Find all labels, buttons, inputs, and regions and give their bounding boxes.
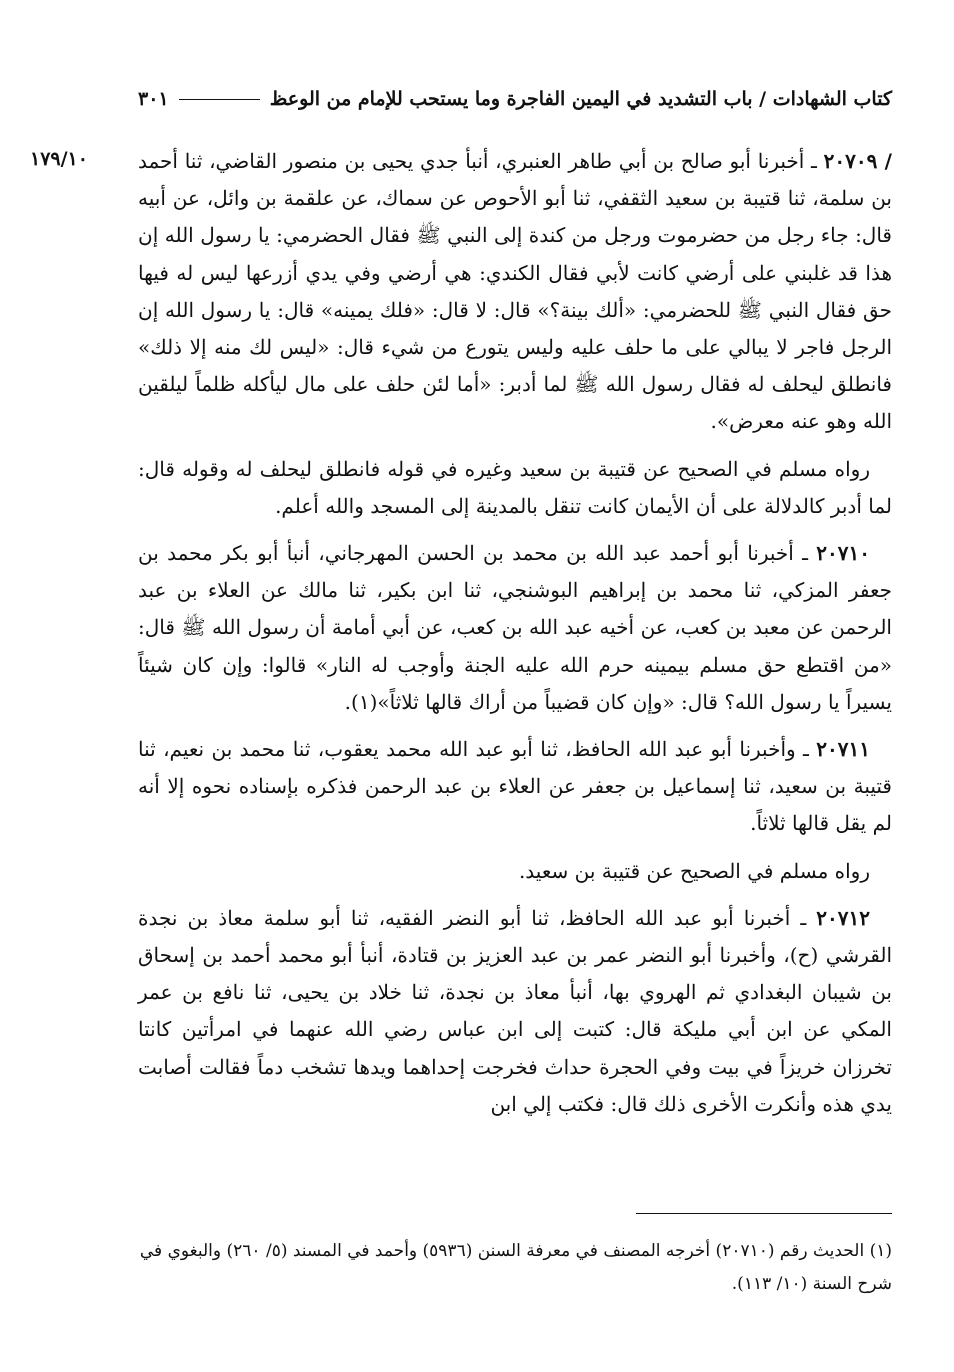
hadith-paragraph	[138, 731, 892, 843]
hadith-text: ـ أخبرنا أبو عبد الله الحافظ، ثنا أبو النضر الفقيه، ثنا أبو سلمة معاذ بن نجدة القرشي (ح)، وأخبرنا أبو النضر عمر بن عبد العزيز بن قتادة، أنبأ أبو محمد أحمد بن إسحاق بن شيبان البغدادي ثم الهروي بها، أنبأ معاذ بن نجدة، ثنا خلاد بن يحيى، ثنا نافع بن عمر المكي عن ابن أبي مليكة قال: كتبت إلى ابن عباس رضي الله عنهما في امرأتين كانتا تخرزان خريزاً في بيت وفي الحجرة حداث فخرجت إحداهما ويدها تشخب دماً فقالت أصابت يدي هذه وأنكرت الأخرى ذلك قال: فكتب إلي ابن	[138, 905, 893, 1116]
footnote: (١) الحديث رقم (٢٠٧١٠) أخرجه المصنف في معرفة السنن (٥٩٣٦) وأحمد في المسند (٥/ ٢٦٠) والبغوي في شرح السنة (١٠/ ١١٣).	[139, 1241, 892, 1294]
hadith-text: ـ أخبرنا أبو صالح بن أبي طاهر العنبري، أنبأ جدي يحيى بن منصور القاضي، ثنا أحمد بن سلمة، ثنا قتيبة بن سعيد الثقفي، ثنا أبو الأحوص عن سماك، عن علقمة بن وائل، عن أبيه قال: جاء رجل من حضرموت ورجل من كندة إلى النبي ﷺ فقال الحضرمي: يا رسول الله إن هذا قد غلبني على أرضي كانت لأبي فقال الكندي: هي أرضي وفي يدي أزرعها ليس له فيها حق فقال النبي ﷺ للحضرمي: «ألك بينة؟» قال: لا قال: «فلك يمينه» قال: يا رسول الله إن الرجل فاجر لا يبالي على ما حلف عليه وليس يتورع من شيء قال: «ليس لك منه إلا ذلك» فانطلق ليحلف له فقال رسول الله ﷺ لما أدبر: «أما لئن حلف على مال ليأكله ظلماً ليلقين الله وهو عنه معرض».	[138, 149, 892, 434]
commentary-paragraph	[138, 451, 892, 525]
hadith-number: ٢٠٧١٠	[816, 541, 871, 566]
commentary-text: رواه مسلم في الصحيح عن قتيبة بن سعيد وغيره في قوله فانطلق ليحلف له وقوله قال: لما أدبر كالدلالة على أن الأيمان كانت تنقل بالمدينة إلى المسجد والله أعلم.	[138, 456, 892, 518]
hadith-paragraph	[138, 535, 892, 721]
hadith-number: / ٢٠٧٠٩	[823, 149, 892, 173]
hadith-text: ـ أخبرنا أبو أحمد عبد الله بن محمد بن الحسن المهرجاني، أنبأ أبو بكر محمد بن جعفر المزكي، ثنا محمد بن إبراهيم البوشنجي، ثنا ابن بكير، ثنا مالك عن العلاء بن عبد الرحمن عن معبد بن كعب، عن أخيه عبد الله بن كعب، عن أبي أمامة أن رسول الله ﷺ قال: «من اقتطع حق مسلم بيمينه حرم الله عليه الجنة وأوجب له النار» قالوا: وإن كان شيئاً يسيراً يا رسول الله؟ قال: «وإن كان قضيباً من أراك قالها ثلاثاً»(١).	[138, 541, 892, 714]
running-header	[138, 84, 892, 114]
footnote-separator	[636, 1213, 892, 1214]
header-rule	[179, 99, 260, 100]
page-number: ٣٠١	[138, 88, 169, 110]
commentary-text: رواه مسلم في الصحيح عن قتيبة بن سعيد.	[518, 858, 870, 883]
hadith-text: ـ وأخبرنا أبو عبد الله الحافظ، ثنا أبو عبد الله محمد يعقوب، ثنا محمد بن نعيم، ثنا قتيبة بن سعيد، ثنا إسماعيل بن جعفر عن العلاء بن عبد الرحمن فذكره بإسناده نحوه إلا أنه لم يقل قالها ثلاثاً.	[138, 737, 892, 836]
hadith-number: ٢٠٧١٢	[816, 905, 870, 930]
hadith-paragraph	[138, 143, 892, 441]
hadith-number: ٢٠٧١١	[816, 737, 870, 762]
commentary-paragraph	[138, 853, 892, 890]
header-title: كتاب الشهادات / باب التشديد في اليمين الفاجرة وما يستحب للإمام من الوعظ	[269, 88, 892, 110]
hadith-paragraph	[138, 900, 892, 1123]
margin-reference: ١٧٩/١٠	[30, 148, 88, 170]
main-text	[138, 143, 892, 1133]
